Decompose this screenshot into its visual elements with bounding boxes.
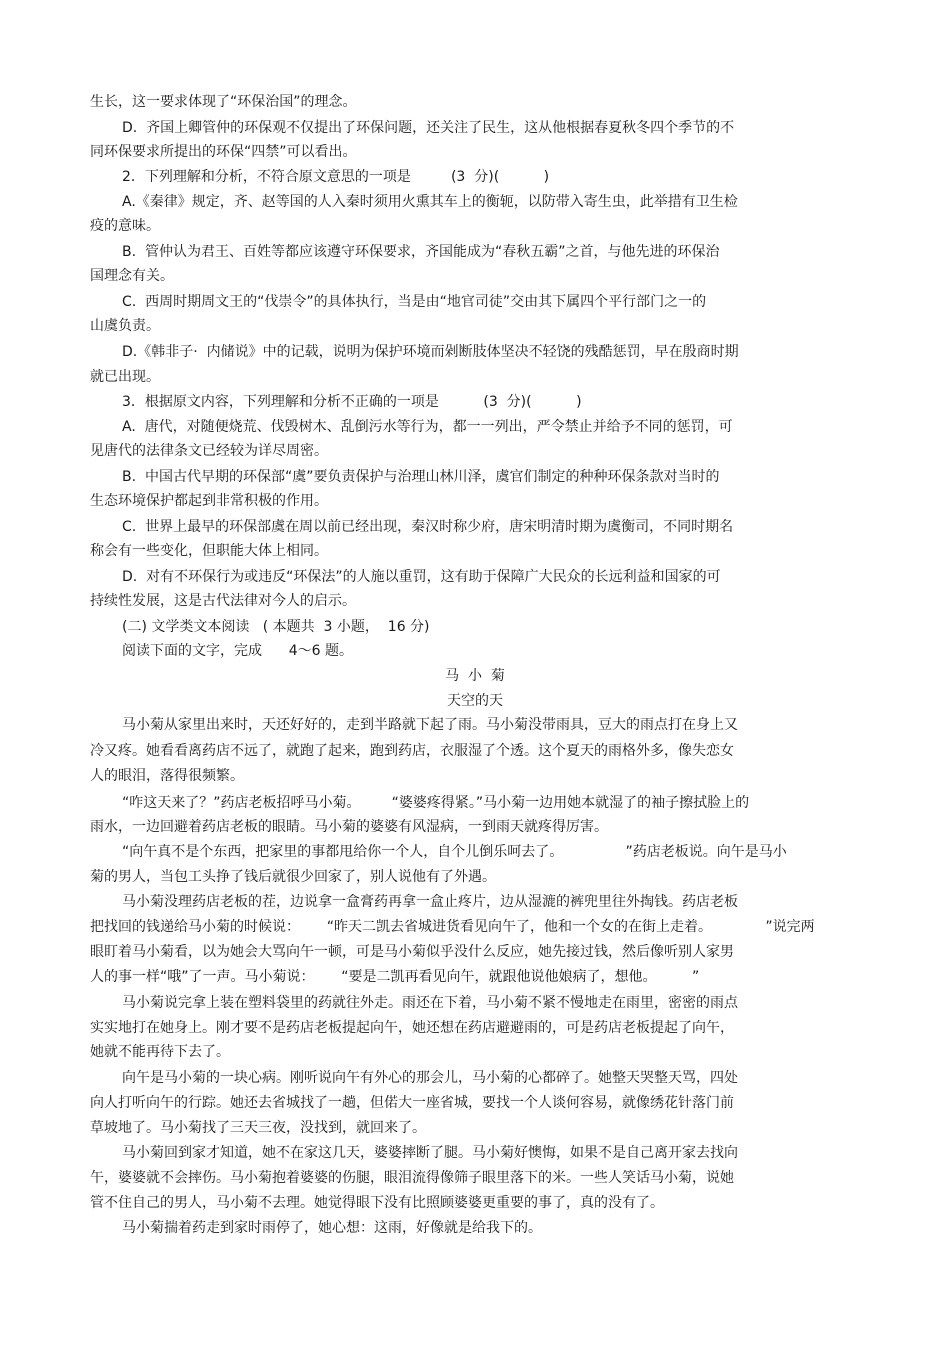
story-line: 人的眼泪，落得很频繁。 <box>90 768 244 784</box>
q2-option-a: A.《秦律》规定，齐、赵等国的人入秦时须用火熏其车上的衡轭，以防带入寄生虫，此举措有卫生检 <box>122 194 738 210</box>
text-line: 同环保要求所提出的环保“四禁”可以看出。 <box>90 144 357 160</box>
question-2-stem: 2．下列理解和分析，不符合原文意思的一项是 (3 分)( ) <box>122 169 550 185</box>
story-line: 马小菊揣着药走到家时雨停了，她心想：这雨，好像就是给我下的。 <box>122 1220 542 1236</box>
story-line: “向午真不是个东西，把家里的事都甩给你一个人，自个儿倒乐呵去了。 ”药店老板说。向午是马小 <box>122 844 787 860</box>
story-line: 午，婆婆就不会摔伤。马小菊抱着婆婆的伤腿，眼泪流得像筛子眼里落下的米。一些人笑话马小菊，说她 <box>90 1170 734 1186</box>
story-line: 马小菊说完拿上装在塑料袋里的药就往外走。雨还在下着，马小菊不紧不慢地走在雨里，密密的雨点 <box>122 995 738 1011</box>
story-line: 菊的男人，当包工头挣了钱后就很少回家了，别人说他有了外遇。 <box>90 869 496 885</box>
text-line: 持续性发展，这是古代法律对今人的启示。 <box>90 593 356 609</box>
text-line: 国理念有关。 <box>90 268 174 284</box>
text-line: 见唐代的法律条文已经较为详尽周密。 <box>90 443 328 459</box>
q3-option-d: D. 对有不环保行为或违反“环保法”的人施以重罚，这有助于保障广大民众的长远利益和国家的可 <box>122 569 721 585</box>
story-line: 把找回的钱递给马小菊的时候说： “昨天二凯去省城进货看见向午了，他和一个女的在街上走着。 ”说完两 <box>90 919 815 935</box>
story-line: 马小菊回到家才知道，她不在家这几天，婆婆摔断了腿。马小菊好懊悔，如果不是自己离开家去找向 <box>122 1145 738 1161</box>
story-line: 她就不能再待下去了。 <box>90 1044 230 1060</box>
story-line: 向人打听向午的行踪。她还去省城找了一趟，但偌大一座省城，要找一个人谈何容易，就像绣花针落门前 <box>90 1095 734 1111</box>
text-line: 称会有一些变化，但职能大体上相同。 <box>90 543 328 559</box>
story-line: 管不住自己的男人，马小菊不去理。她觉得眼下没有比照顾婆婆更重要的事了，真的没有了。 <box>90 1195 664 1211</box>
story-author: 天空的天 <box>447 693 503 709</box>
question-3-stem: 3．根据原文内容，下列理解和分析不正确的一项是 (3 分)( ) <box>122 394 582 410</box>
q2-option-c: C. 西周时期周文王的“伐崇令”的具体执行，当是由“地官司徒”交由其下属四个平行部门之一的 <box>122 294 707 310</box>
story-line: “咋这天来了？”药店老板招呼马小菊。 “婆婆疼得紧。”马小菊一边用她本就湿了的袖子擦拭脸上的 <box>122 795 750 811</box>
text-line: 山虞负责。 <box>90 318 160 334</box>
q2-option-b: B. 管仲认为君王、百姓等都应该遵守环保要求，齐国能成为“春秋五霸”之首，与他先进的环保治 <box>122 244 720 260</box>
story-line: 马小菊从家里出来时，天还好好的，走到半路就下起了雨。马小菊没带雨具，豆大的雨点打在身上又 <box>122 717 738 733</box>
story-line: 眼盯着马小菊看，以为她会大骂向午一顿，可是马小菊似乎没什么反应，她先接过钱，然后像听别人家男 <box>90 944 734 960</box>
q3-option-c: C. 世界上最早的环保部虞在周以前已经出现，秦汉时称少府，唐宋明清时期为虞衡司，不同时期名 <box>122 519 734 535</box>
story-line: 冷又疼。她看看离药店不远了，就跑了起来，跑到药店，衣服湿了个透。这个夏天的雨格外多，像失恋女 <box>90 743 734 759</box>
text-line: 疫的意味。 <box>90 218 160 234</box>
section-heading: (二) 文学类文本阅读 ( 本题共 3 小题， 16 分) <box>122 619 430 635</box>
story-line: 马小菊没理药店老板的茬，边说拿一盒膏药再拿一盒止疼片，边从湿漉的裤兜里往外掏钱。药店老板 <box>122 894 738 910</box>
text-line: 就已出现。 <box>90 369 160 385</box>
text-line: 生长，这一要求体现了“环保治国”的理念。 <box>90 94 357 110</box>
story-line: 向午是马小菊的一块心病。刚听说向午有外心的那会儿，马小菊的心都碎了。她整天哭整天骂，四处 <box>122 1070 738 1086</box>
q3-option-a: A. 唐代，对随便烧荒、伐毁树木、乱倒污水等行为，都一一列出，严令禁止并给予不同的惩罚，可 <box>122 419 733 435</box>
story-line: 雨水，一边回避着药店老板的眼睛。马小菊的婆婆有风湿病，一到雨天就疼得厉害。 <box>90 819 608 835</box>
story-title: 马 小 菊 <box>445 668 505 684</box>
reading-instruction: 阅读下面的文字，完成 4～6 题。 <box>122 643 353 659</box>
story-line: 草坡地了。马小菊找了三天三夜，没找到，就回来了。 <box>90 1120 426 1136</box>
q2-option-d: D.《韩非子· 内储说》中的记载，说明为保护环境而剁断肢体坚决不轻饶的残酷惩罚，早在殷商时期 <box>122 344 739 360</box>
option-d-line: D. 齐国上卿管仲的环保观不仅提出了环保问题，还关注了民生，这从他根据春夏秋冬四个季节的不 <box>122 120 735 136</box>
text-line: 生态环境保护都起到非常积极的作用。 <box>90 493 328 509</box>
q3-option-b: B. 中国古代早期的环保部“虞”要负责保护与治理山林川泽，虞官们制定的种种环保条款对当时的 <box>122 469 720 485</box>
story-line: 人的事一样“哦”了一声。马小菊说： “要是二凯再看见向午，就跟他说他娘病了，想他。 ” <box>90 969 700 985</box>
story-line: 实实地打在她身上。刚才要不是药店老板提起向午，她还想在药店避避雨的，可是药店老板提起了向午， <box>90 1020 734 1036</box>
